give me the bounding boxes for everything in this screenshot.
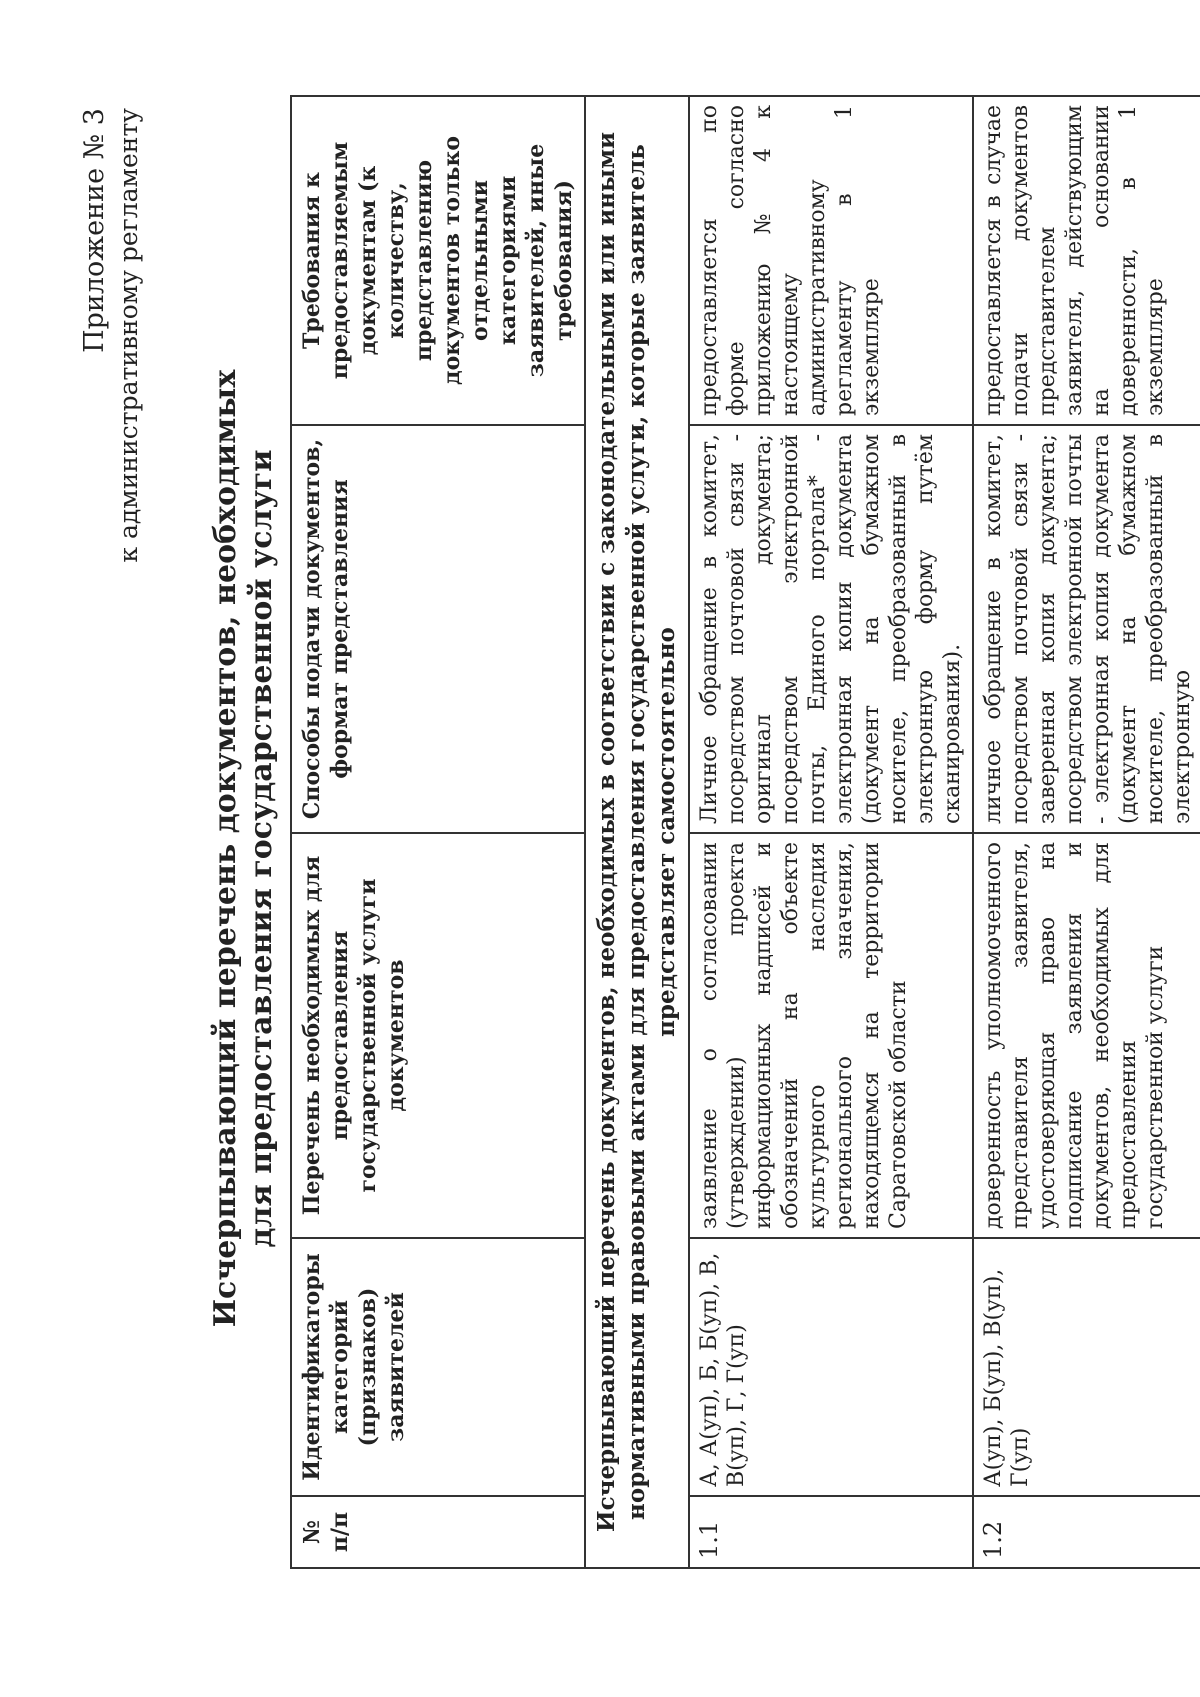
document-title xyxy=(208,0,280,1697)
header-documents: Перечень необходимых для предоставления государственной услуги документов xyxy=(291,833,585,1238)
appendix-number: Приложение № 3 xyxy=(79,108,110,353)
row-categories: А(уп), Б(уп), В(уп), Г(уп) xyxy=(973,1238,1200,1496)
header-categories: Идентификаторы категорий (признаков) заявителей xyxy=(291,1238,585,1496)
appendix-regulation: к административному регламенту xyxy=(114,108,143,563)
table-header-row xyxy=(291,96,585,1568)
row-methods: Личное обращение в комитет, посредством почтовой связи - оригинал документа; посредством электронной почты, Единого портала* - электронная копия документа (документ на бумажном носителе, преобразованный в электронную форму путём сканирования). xyxy=(689,425,973,833)
row-number: 1.1 xyxy=(689,1496,973,1568)
header-requirements: Требования к предоставляемым документам (к количеству, представлению документов только отдельными категориями заявителей, иные требования) xyxy=(291,96,585,425)
row-requirements: предоставляется в случае подачи документов представителем заявителя, действующим на основании доверенности, в 1 экземпляре xyxy=(973,96,1200,425)
section-title: Исчерпывающий перечень документов, необходимых в соответствии с законодательными или иными нормативными правовыми актами для предоставления государственной услуги, которые заявитель представляет самостоятельно xyxy=(585,96,689,1568)
section-row xyxy=(585,96,689,1568)
documents-table xyxy=(290,95,1200,1569)
row-methods: личное обращение в комитет, посредством почтовой связи - заверенная копия документа; посредством электронной почты - электронная копия документа (документ на бумажном носителе, преобразованный в электронную xyxy=(973,425,1200,833)
table-row xyxy=(973,96,1200,1568)
title-line-1: Исчерпывающий перечень документов, необходимых xyxy=(208,369,243,1328)
appendix-reference xyxy=(78,108,146,563)
row-document: заявление о согласовании (утверждении) проекта информационных надписей и обозначений на объекте культурного наследия регионального значения, находящемся на территории Саратовской области xyxy=(689,833,973,1238)
header-number: № п/п xyxy=(291,1496,585,1568)
header-methods: Способы подачи документов, формат представления xyxy=(291,425,585,833)
row-document: доверенность уполномоченного представителя заявителя, удостоверяющая право на подписание заявления и документов, необходимых для предоставления государственной услуги xyxy=(973,833,1200,1238)
row-number: 1.2 xyxy=(973,1496,1200,1568)
row-categories: А, А(уп), Б, Б(уп), В, В(уп), Г, Г(уп) xyxy=(689,1238,973,1496)
title-line-2: для предоставления государственной услуги xyxy=(244,449,279,1248)
table-row xyxy=(689,96,973,1568)
row-requirements: предоставляется по форме согласно приложению № 4 к настоящему административному регламенту в 1 экземпляре xyxy=(689,96,973,425)
